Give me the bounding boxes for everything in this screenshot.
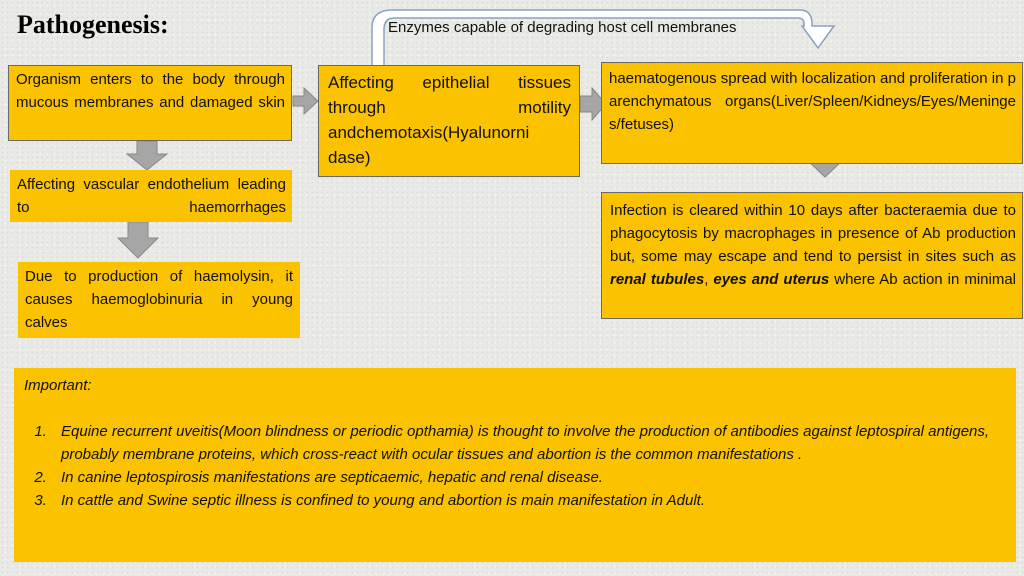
box-haemolysin: Due to production of haemolysin, it causes haemoglobinuria in young calves [18, 262, 300, 338]
important-box [14, 368, 1016, 562]
box-haematogenous: haematogenous spread with localization and proliferation in parenchymatous organs(Liver/Spleen/Kidneys/Eyes/Meninges/fetuses) [601, 62, 1023, 164]
page-title: Pathogenesis: [17, 10, 169, 39]
important-item-2: 2. In canine leptospirosis manifestations are septicaemic, hepatic and renal disease. [51, 466, 1006, 489]
important-item-3: 3. In cattle and Swine septic illness is confined to young and abortion is main manifestation in Adult. [51, 489, 1006, 512]
enzymes-label: Enzymes capable of degrading host cell membranes [388, 19, 737, 36]
arrow-down-2 [118, 222, 158, 258]
eyes-uterus: eyes and uterus [713, 271, 830, 288]
renal-tubules: renal tubules [610, 271, 705, 288]
important-item-1: 1. Equine recurrent uveitis(Moon blindness or periodic opthamia) is thought to involve the production of antibodies against leptospiral antigens, probably membrane proteins, which cross-react with ocular tissues and abortion is the common manifestations . [51, 420, 1006, 466]
important-heading: Important: [24, 377, 92, 394]
box-infection: Infection is cleared within 10 days after bacteraemia due to phagocytosis by macrophages in presence of Ab production but, some may escape and tend to persist in sites such as renal tubules, eyes and uterus where Ab action in minimal [601, 192, 1023, 319]
box-epithelial: Affecting epithelial tissues through motility andchemotaxis(Hyalunorni dase) [318, 65, 580, 177]
arrow-down-1 [127, 141, 167, 170]
arrow-right-1 [293, 88, 318, 114]
important-list [24, 420, 1006, 512]
box-organism-entry: Organism enters to the body through mucous membranes and damaged skin [8, 65, 292, 141]
box-vascular: Affecting vascular endothelium leading to haemorrhages [10, 170, 292, 222]
